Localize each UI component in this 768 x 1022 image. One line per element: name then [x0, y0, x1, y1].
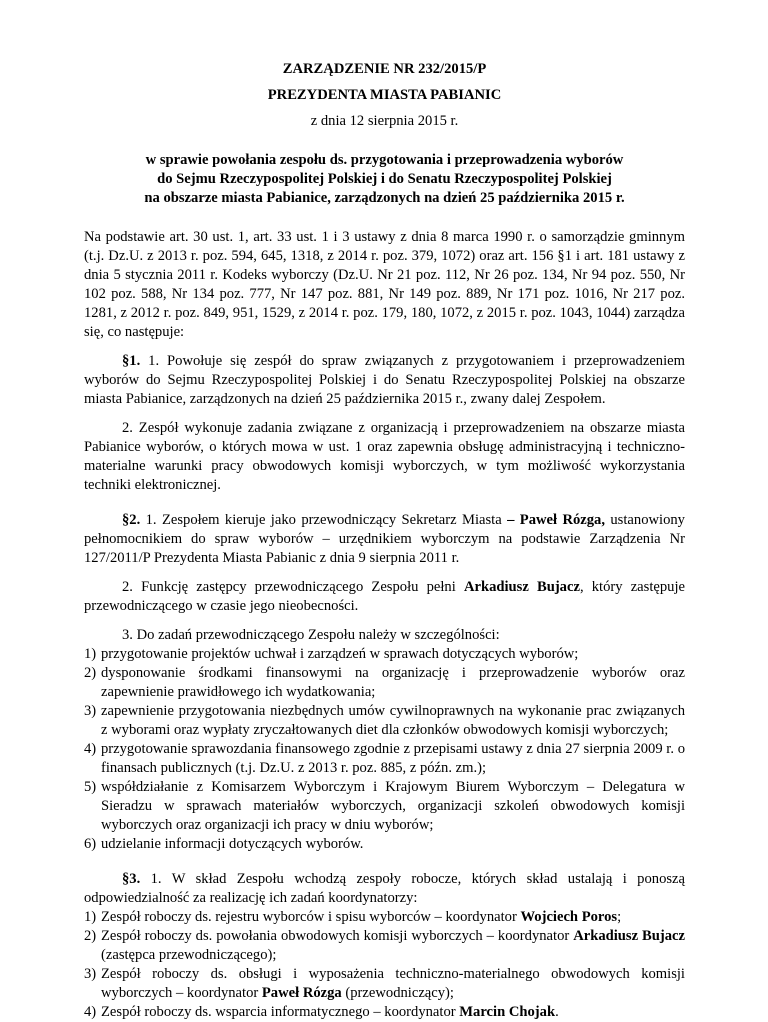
section-2-paragraph-1: §2. 1. Zespołem kieruje jako przewodniczący Sekretarz Miasta – Paweł Rózga, ustanowiony pełnomocnikiem do spraw wyborów – urzędnikiem wyborczym na podstawie Zarządzenia Nr 127/2011/P Prezydenta Miasta Pabianic z dnia 9 sierpnia 2011 r.: [84, 512, 685, 566]
section-mark: §1.: [122, 353, 141, 369]
section-mark: §3.: [122, 871, 141, 887]
list-item: 1) przygotowanie projektów uchwał i zarządzeń w sprawach dotyczących wyborów;: [84, 646, 579, 662]
list-item: 3) zapewnienie przygotowania niezbędnych umów cywilnoprawnych na wykonanie prac związanych z wyborami oraz wypłaty zryczałtowanych diet dla członków obwodowych komisji wyborczych;: [84, 703, 685, 738]
work-teams-list: [84, 908, 685, 1022]
subject-line: w sprawie powołania zespołu ds. przygotowania i przeprowadzenia wyborów: [145, 152, 624, 168]
section-1-paragraph-1: §1. 1. Powołuje się zespół do spraw związanych z przygotowaniem i przeprowadzeniem wyborów do Sejmu Rzeczypospolitej Polskiej i do Senatu Rzeczypospolitej Polskiej na obszarze miasta Pabianice, zarządzonych na dzień 25 października 2015 r., zwany dalej Zespołem.: [84, 353, 685, 407]
section-1-paragraph-2: 2. Zespół wykonuje zadania związane z organizacją i przeprowadzeniem na obszarze miasta Pabianice wyborów, o których mowa w ust. 1 oraz zapewnia obsługę administracyjną i techniczno-materialne warunki pracy obwodowych komisji wyborczych, w tym możliwość wykorzystania techniki elektronicznej.: [84, 420, 685, 493]
list-item: 2) dysponowanie środkami finansowymi na organizację i przeprowadzenie wyborów oraz zapewnienie prawidłowego ich wydatkowania;: [84, 665, 685, 700]
list-item: 4) przygotowanie sprawozdania finansowego zgodnie z przepisami ustawy z dnia 27 sierpnia 2009 r. o finansach publicznych (t.j. Dz.U. z 2013 r. poz. 885, z późn. zm.);: [84, 741, 685, 776]
section-mark: §2.: [122, 512, 141, 528]
document-subject: [84, 151, 685, 208]
subject-line: do Sejmu Rzeczypospolitej Polskiej i do Senatu Rzeczypospolitej Polskiej: [157, 171, 612, 187]
legal-basis: Na podstawie art. 30 ust. 1, art. 33 ust. 1 i 3 ustawy z dnia 8 marca 1990 r. o samorządzie gminnym (t.j. Dz.U. z 2013 r. poz. 594, 645, 1318, z 2014 r. poz. 379, 1072) oraz art. 156 §1 i art. 181 ustawy z dnia 5 stycznia 2011 r. Kodeks wyborczy (Dz.U. Nr 21 poz. 112, Nr 26 poz. 134, Nr 94 poz. 550, Nr 102 poz. 588, Nr 134 poz. 777, Nr 147 poz. 881, Nr 149 poz. 889, Nr 171 poz. 1016, Nr 217 poz. 1281, z 2012 r. poz. 849, 951, 1529, z 2014 r. poz. 179, 180, 1072, z 2015 r. poz. 1043, 1044) zarządza się, co następuje:: [84, 229, 685, 340]
list-item: 6) udzielanie informacji dotyczących wyborów.: [84, 836, 364, 852]
section-2-paragraph-3: 3. Do zadań przewodniczącego Zespołu należy w szczególności:: [122, 627, 500, 643]
section-2-paragraph-2: 2. Funkcję zastępcy przewodniczącego Zespołu pełni Arkadiusz Bujacz, który zastępuje przewodniczącego w czasie jego nieobecności.: [84, 579, 686, 614]
list-item: 2) Zespół roboczy ds. powołania obwodowych komisji wyborczych – koordynator Arkadiusz Bujacz (zastępca przewodniczącego);: [84, 928, 686, 963]
chair-duties-list: [84, 645, 685, 854]
section-3-paragraph-1: §3. 1. W skład Zespołu wchodzą zespoły robocze, których skład ustalają i ponoszą odpowiedzialność za realizację ich zadań koordynatorzy:: [84, 871, 685, 906]
subject-line: na obszarze miasta Pabianice, zarządzonych na dzień 25 października 2015 r.: [144, 190, 625, 206]
document-date: z dnia 12 sierpnia 2015 r.: [310, 113, 459, 129]
list-item: 1) Zespół roboczy ds. rejestru wyborców i spisu wyborców – koordynator Wojciech Poros;: [84, 909, 622, 925]
document-page: [84, 60, 685, 1022]
list-item: 3) Zespół roboczy ds. obsługi i wyposażenia techniczno-materialnego obwodowych komisji wyborczych – koordynator Paweł Rózga (przewodniczący);: [84, 966, 685, 1001]
document-issuer: PREZYDENTA MIASTA PABIANIC: [267, 87, 502, 103]
list-item: 4) Zespół roboczy ds. wsparcia informatycznego – koordynator Marcin Chojak.: [84, 1004, 559, 1020]
list-item: 5) współdziałanie z Komisarzem Wyborczym i Krajowym Biurem Wyborczym – Delegatura w Sieradzu w sprawach materiałów wyborczych, organizacji szkoleń obwodowych komisji wyborczych oraz organizacji ich pracy w dniu wyborów;: [84, 779, 685, 833]
document-title: ZARZĄDZENIE NR 232/2015/P: [282, 61, 487, 77]
